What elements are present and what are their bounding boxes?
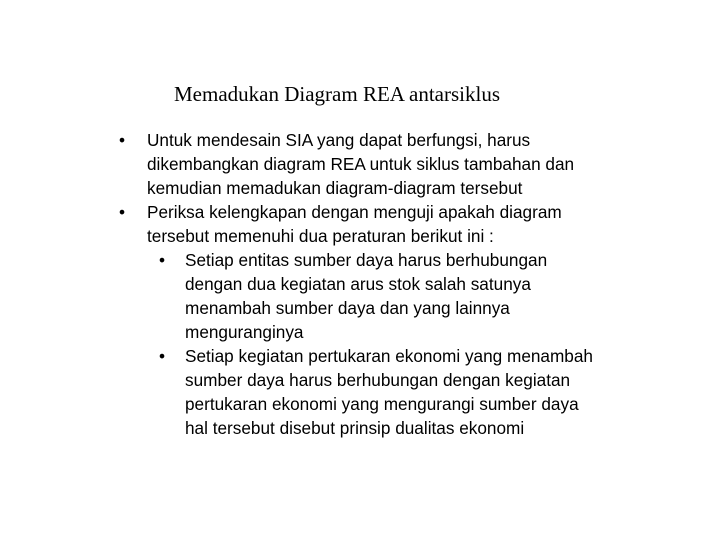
bullet-item: [0, 128, 667, 200]
bullet-text-line: kemudian memadukan diagram-diagram tersebut: [147, 178, 523, 198]
sub-bullet-text-line: sumber daya harus berhubungan dengan kegiatan: [185, 370, 571, 390]
sub-bullet-icon: •: [159, 346, 166, 366]
sub-bullet-text-line: pertukaran ekonomi yang mengurangi sumber daya: [185, 394, 579, 414]
bullet-text-line: Untuk mendesain SIA yang dapat berfungsi, harus: [147, 130, 531, 150]
sub-bullet-text-line: hal tersebut disebut prinsip dualitas ekonomi: [185, 418, 525, 438]
sub-bullet-text-line: menambah sumber daya dan yang lainnya: [185, 298, 510, 318]
bullet-list: [0, 128, 720, 440]
sub-bullet-icon: •: [159, 250, 166, 270]
bullet-text-line: dikembangkan diagram REA untuk siklus tambahan dan: [147, 154, 575, 174]
sub-bullet-item: [0, 248, 685, 344]
sub-bullet-text-line: dengan dua kegiatan arus stok salah satunya: [185, 274, 531, 294]
sub-bullet-text-line: Setiap entitas sumber daya harus berhubungan: [185, 250, 548, 270]
sub-bullet-item: [0, 344, 685, 440]
bullet-text-line: Periksa kelengkapan dengan menguji apakah diagram: [147, 202, 562, 222]
sub-bullet-text-line: menguranginya: [185, 322, 304, 342]
slide-title: Memadukan Diagram REA antarsiklus: [174, 82, 501, 106]
bullet-text-line: tersebut memenuhi dua peraturan berikut ini :: [147, 226, 494, 246]
sub-bullet-text-line: Setiap kegiatan pertukaran ekonomi yang menambah: [185, 346, 593, 366]
bullet-icon: •: [119, 202, 126, 222]
bullet-icon: •: [119, 130, 126, 150]
bullet-item: [0, 200, 667, 248]
